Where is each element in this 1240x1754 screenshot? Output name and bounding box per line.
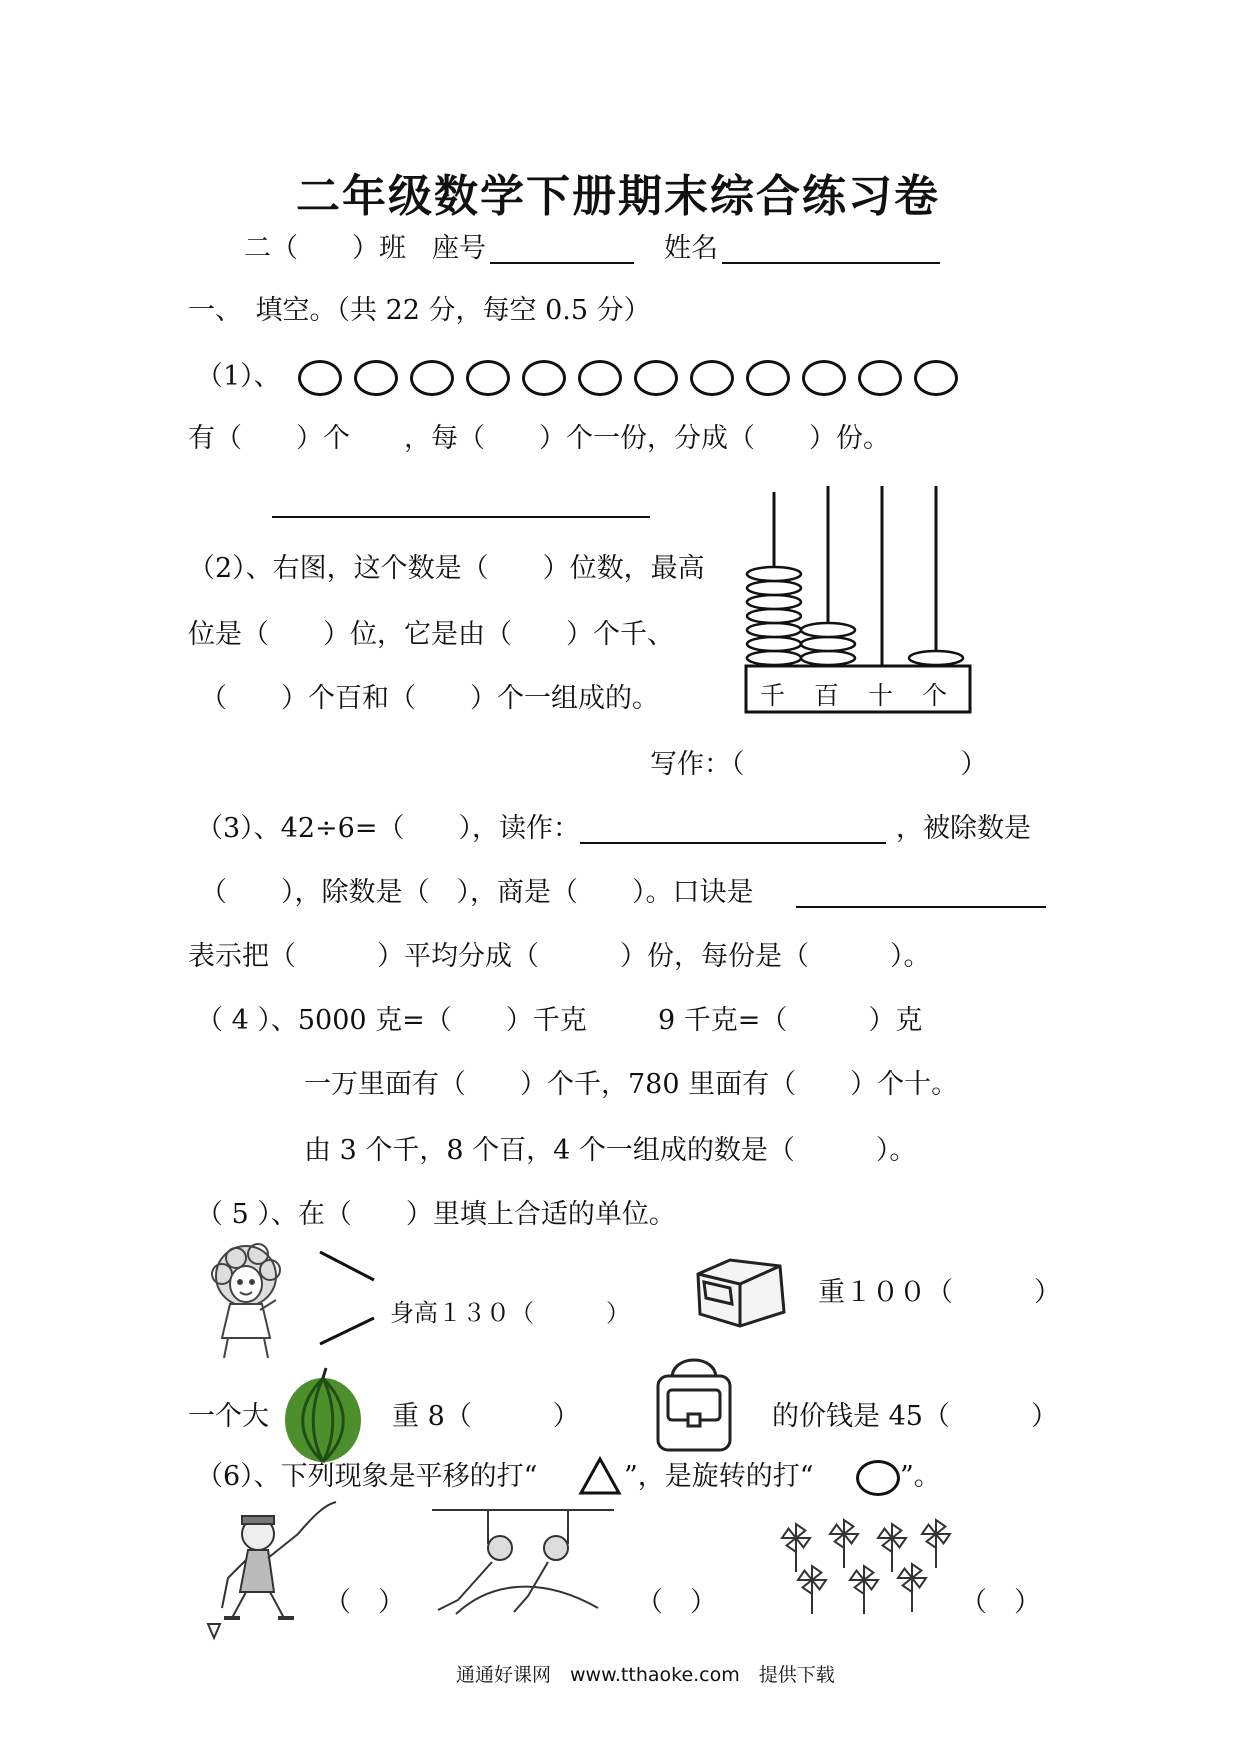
abacus-bead: [801, 651, 855, 665]
pinwheel-blade: [798, 1571, 812, 1580]
girl-illustration: [198, 1240, 296, 1360]
q4-line3: 由 3 个千，8 个百，4 个一组成的数是（ ）。: [304, 1135, 917, 1166]
yo-yo-boy-illustration: [188, 1500, 338, 1640]
abacus-label-hundreds: 百: [814, 681, 840, 710]
abacus-label-ones: 个: [922, 681, 948, 710]
q1-circle: [410, 360, 454, 396]
pinwheel-blade: [878, 1529, 892, 1538]
pinwheel-blade: [864, 1580, 878, 1589]
q2-write: 写作：（ ）: [650, 749, 988, 780]
q6-paren-2: （ ）: [636, 1587, 717, 1618]
pinwheel-blade: [803, 1580, 812, 1594]
pinwheel-blade: [903, 1578, 912, 1592]
abacus-bead: [801, 623, 855, 637]
q5-height: 身高１３０（ ）: [390, 1299, 630, 1327]
pinwheel-blade: [835, 1534, 844, 1548]
q1-circle: [634, 360, 678, 396]
pinwheel-blade: [883, 1538, 892, 1552]
pinwheel-blade: [782, 1529, 796, 1538]
pinwheel-blade: [850, 1571, 864, 1580]
pinwheel-blade: [898, 1569, 912, 1578]
q3-read-blank[interactable]: [580, 842, 886, 844]
pinwheel-blade: [796, 1524, 805, 1538]
pinwheel-blade: [892, 1524, 901, 1538]
abacus-bead: [801, 637, 855, 651]
abacus-label-thousands: 千: [760, 681, 786, 710]
q1-circle: [354, 360, 398, 396]
abacus-bead: [747, 609, 801, 623]
seat-blank[interactable]: [490, 262, 634, 264]
pinwheel-blade: [912, 1578, 926, 1587]
q6-label-c: ”。: [900, 1461, 941, 1492]
abacus-label-tens: 十: [868, 681, 894, 710]
q1-circle: [298, 360, 342, 396]
name-label: 姓名: [664, 233, 718, 264]
q5-melon-b: 重 8（ ）: [392, 1401, 580, 1432]
q1-label: （1）、: [196, 361, 281, 392]
abacus-bead: [909, 651, 963, 665]
q3-line1a: （3）、42÷6=（ ），读作：: [196, 813, 580, 844]
class-label: 二（ ）班: [244, 233, 406, 264]
abacus-bead: [747, 637, 801, 651]
q5-price: 的价钱是 45（ ）: [772, 1401, 1058, 1432]
q1-circle: [858, 360, 902, 396]
pinwheel-blade: [844, 1534, 858, 1543]
abacus-bead: [747, 595, 801, 609]
q1-circle: [746, 360, 790, 396]
pinwheel-blade: [936, 1520, 945, 1534]
box-illustration: [690, 1256, 790, 1332]
abacus-bead: [747, 623, 801, 637]
pinwheel-blade: [787, 1538, 796, 1552]
q1-text: 有（ ）个 ，每（ ）个一份，分成（ ）份。: [188, 423, 890, 454]
q2-line3: （ ）个百和（ ）个一组成的。: [200, 683, 659, 714]
pinwheel-blade: [830, 1525, 844, 1534]
q2-line2: 位是（ ）位，它是由（ ）个千、: [188, 619, 674, 650]
pinwheels-illustration: [766, 1508, 956, 1618]
q4-line1b: 9 千克=（ ）克: [658, 1005, 923, 1036]
q4-line1a: （ 4 ）、5000 克=（ ）千克: [196, 1005, 587, 1036]
pinwheel-blade: [812, 1580, 826, 1589]
q1-circle: [522, 360, 566, 396]
q6-paren-3: （ ）: [960, 1587, 1041, 1618]
triangle-icon: [578, 1456, 622, 1496]
abacus-bead: [747, 567, 801, 581]
page-title: 二年级数学下册期末综合练习卷: [296, 171, 940, 222]
watermelon-illustration: [280, 1366, 366, 1466]
pinwheel-blade: [892, 1538, 906, 1547]
q1-circle: [690, 360, 734, 396]
q5-melon-a: 一个大: [188, 1401, 269, 1432]
q3-line2: （ ），除数是（ ），商是（ ）。口诀是: [200, 877, 754, 908]
pinwheel-blade: [844, 1520, 853, 1534]
q5-weight: 重１００（ ）: [818, 1277, 1061, 1308]
q6-paren-1: （ ）: [324, 1587, 405, 1618]
name-blank[interactable]: [722, 262, 940, 264]
q4-line2: 一万里面有（ ）个千，780 里面有（ ）个十。: [304, 1069, 959, 1100]
q3-line1b: ，被除数是: [896, 813, 1031, 844]
abacus-bead: [747, 581, 801, 595]
q1-answer-line[interactable]: [272, 516, 650, 518]
pinwheel-blade: [855, 1580, 864, 1594]
q6-label-b: ”，是旋转的打“: [624, 1461, 814, 1492]
q5-label: （ 5 ）、在（ ）里填上合适的单位。: [196, 1199, 676, 1230]
q2-line1: （2）、右图，这个数是（ ）位数，最高: [188, 553, 705, 584]
pinwheel-blade: [912, 1564, 921, 1578]
q1-circle: [914, 360, 958, 396]
q3-rhyme-blank[interactable]: [796, 906, 1046, 908]
seat-label: 座号: [432, 233, 486, 264]
q1-circle: [578, 360, 622, 396]
q1-circle: [802, 360, 846, 396]
swing-illustration: [428, 1504, 618, 1620]
footer-credit: 通通好课网 www.tthaoke.com 提供下载: [456, 1664, 835, 1686]
section-heading: 一、 填空。（共 22 分，每空 0.5 分）: [188, 295, 651, 326]
pinwheel-blade: [812, 1566, 821, 1580]
pinwheel-blade: [796, 1538, 810, 1547]
backpack-illustration: [644, 1348, 744, 1452]
pinwheel-blade: [922, 1525, 936, 1534]
pinwheel-blade: [864, 1566, 873, 1580]
q6-label-a: （6）、下列现象是平移的打“: [196, 1461, 538, 1492]
bracket-lines: [318, 1250, 378, 1350]
pinwheel-blade: [927, 1534, 936, 1548]
circle-icon: [856, 1460, 900, 1496]
pinwheel-blade: [936, 1534, 950, 1543]
q3-line3: 表示把（ ）平均分成（ ）份，每份是（ ）。: [188, 941, 931, 972]
q1-circle: [466, 360, 510, 396]
abacus-bead: [747, 651, 801, 665]
